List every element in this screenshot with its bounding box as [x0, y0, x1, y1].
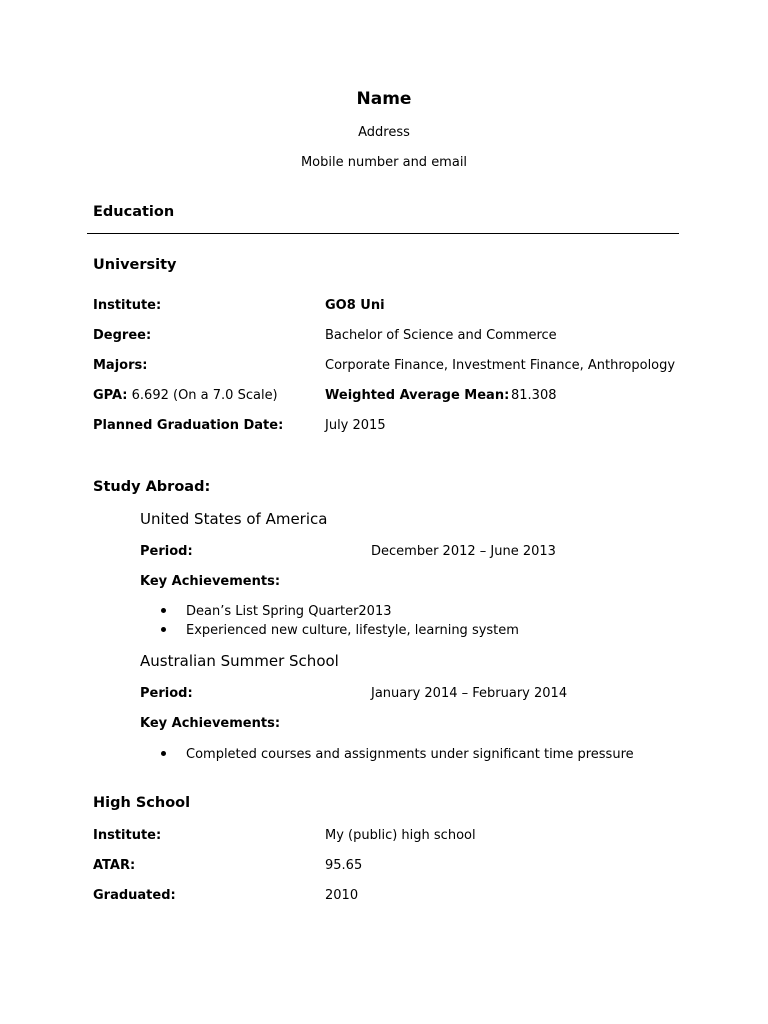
gpa-line [93, 389, 278, 402]
contact-info: Mobile number and email [300, 155, 468, 170]
graduation-value: July 2015 [325, 418, 386, 433]
program-title: Australian Summer School [140, 652, 339, 670]
hs-institute-value: My (public) high school [325, 828, 476, 843]
period-value: January 2014 – February 2014 [371, 686, 568, 701]
graduation-label: Planned Graduation Date: [93, 418, 284, 433]
gpa-value: 6.692 (On a 7.0 Scale) [131, 388, 278, 403]
address: Address [358, 125, 410, 140]
achievements-label: Key Achievements: [140, 574, 281, 589]
period-value: December 2012 – June 2013 [371, 544, 556, 559]
institute-value: GO8 Uni [325, 298, 385, 313]
study-abroad-heading: Study Abroad: [93, 479, 211, 495]
bullet-icon [161, 608, 166, 613]
resume-name: Name [356, 89, 412, 109]
bullet-icon [161, 627, 166, 632]
university-heading: University [93, 257, 177, 273]
degree-value: Bachelor of Science and Commerce [325, 328, 557, 343]
achievement-item: Experienced new culture, lifestyle, learning system [186, 623, 519, 638]
institute-label: Institute: [93, 298, 162, 313]
program-title: United States of America [140, 510, 328, 528]
hs-institute-label: Institute: [93, 828, 162, 843]
graduated-value: 2010 [325, 888, 359, 903]
high-school-heading: High School [93, 795, 191, 811]
achievement-item: Completed courses and assignments under significant time pressure [186, 747, 634, 762]
wam-label: Weighted Average Mean: [325, 388, 510, 403]
period-label: Period: [140, 544, 193, 559]
atar-label: ATAR: [93, 858, 136, 873]
section-divider [87, 233, 679, 234]
graduated-label: Graduated: [93, 888, 176, 903]
gpa-label: GPA: [93, 388, 128, 403]
achievement-item: Dean’s List Spring Quarter2013 [186, 604, 392, 619]
period-label: Period: [140, 686, 193, 701]
wam-value: 81.308 [511, 388, 557, 403]
majors-value: Corporate Finance, Investment Finance, Anthropology [325, 358, 676, 373]
education-heading: Education [93, 204, 175, 220]
degree-label: Degree: [93, 328, 152, 343]
bullet-icon [161, 751, 166, 756]
majors-label: Majors: [93, 358, 148, 373]
achievements-label: Key Achievements: [140, 716, 281, 731]
atar-value: 95.65 [325, 858, 363, 873]
